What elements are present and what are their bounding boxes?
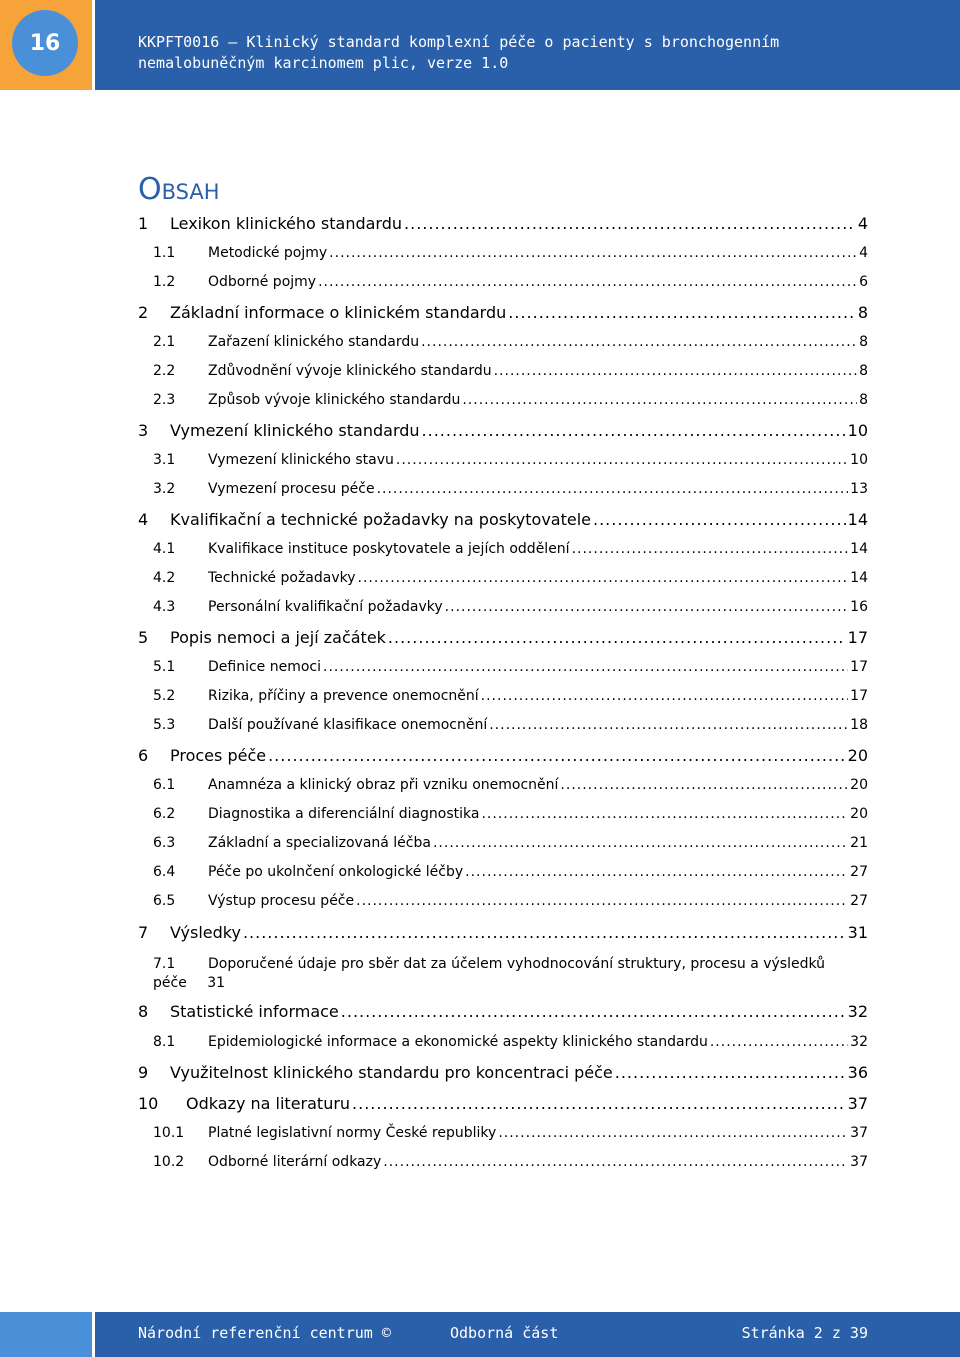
toc-entry-page: 8 xyxy=(859,363,868,379)
toc-entry-page: 14 xyxy=(847,510,868,529)
toc-entry-label: Základní informace o klinickém standardu xyxy=(170,303,507,322)
toc-entry-number: 6.1 xyxy=(153,777,176,793)
toc-entry-label: Vymezení klinického stavu xyxy=(208,452,394,468)
toc-entry[interactable] xyxy=(138,864,868,886)
toc-entry-number: 10.2 xyxy=(153,1154,185,1170)
toc-entry[interactable] xyxy=(138,777,868,799)
toc-entry-number: 9 xyxy=(138,1063,149,1082)
toc-entry-number: 10 xyxy=(138,1094,159,1113)
toc-entry[interactable] xyxy=(138,923,868,947)
toc-entry-label: Základní a specializovaná léčba xyxy=(208,835,431,851)
toc-leader-dots xyxy=(358,570,849,586)
toc-entry-number: 5 xyxy=(138,628,149,647)
toc-leader-dots xyxy=(243,923,846,942)
toc-entry-number: 4 xyxy=(138,510,149,529)
toc-leader-dots xyxy=(498,1125,848,1141)
toc-entry[interactable] xyxy=(138,806,868,828)
page-header xyxy=(0,0,960,90)
page-footer xyxy=(0,1312,960,1357)
toc-entry-label-continuation: péče xyxy=(153,975,187,991)
toc-leader-dots xyxy=(489,717,848,733)
toc-entry-number: 6.3 xyxy=(153,835,176,851)
toc-entry-number: 5.2 xyxy=(153,688,176,704)
toc-entry-label: Proces péče xyxy=(170,746,267,765)
toc-entry-label: Anamnéza a klinický obraz při vzniku onemocnění xyxy=(208,777,559,793)
toc-entry[interactable] xyxy=(138,274,868,296)
toc-leader-dots xyxy=(445,599,849,615)
document-title-line1: KKPFT0016 – Klinický standard komplexní péče o pacienty s bronchogenním xyxy=(138,33,780,51)
toc-leader-dots xyxy=(462,392,857,408)
toc-entry-label: Zařazení klinického standardu xyxy=(208,334,420,350)
toc-entry-number: 3 xyxy=(138,421,149,440)
toc-entry[interactable] xyxy=(138,510,868,534)
toc-entry-number: 5.3 xyxy=(153,717,176,733)
toc-leader-dots xyxy=(433,835,848,851)
toc-entry-page: 10 xyxy=(850,452,868,468)
toc-leader-dots xyxy=(341,1002,846,1021)
toc-leader-dots xyxy=(615,1063,846,1082)
toc-leader-dots xyxy=(422,421,846,440)
footer-organization: Národní referenční centrum © xyxy=(138,1324,391,1342)
toc-entry-page: 21 xyxy=(850,835,868,851)
toc-entry-page: 20 xyxy=(847,746,868,765)
toc-entry-page: 14 xyxy=(850,570,868,586)
toc-leader-dots xyxy=(404,214,856,233)
toc-entry[interactable] xyxy=(138,628,868,652)
toc-entry-page: 20 xyxy=(850,777,868,793)
toc-entry-label: Technické požadavky xyxy=(208,570,356,586)
toc-entry-page: 4 xyxy=(857,214,868,233)
toc-entry-label: Odkazy na literaturu xyxy=(186,1094,351,1113)
toc-leader-dots xyxy=(377,481,849,497)
footer-bar xyxy=(95,1312,960,1357)
toc-entry-number: 4.3 xyxy=(153,599,176,615)
toc-entry-label: Rizika, příčiny a prevence onemocnění xyxy=(208,688,479,704)
toc-leader-dots xyxy=(352,1094,846,1113)
page-number-badge-background xyxy=(0,0,92,90)
toc-entry-number: 7 xyxy=(138,923,149,942)
toc-entry-page: 36 xyxy=(847,1063,868,1082)
toc-entry-label: Lexikon klinického standardu xyxy=(170,214,403,233)
toc-entry-label: Kvalifikační a technické požadavky na poskytovatele xyxy=(170,510,591,529)
toc-entry-page: 32 xyxy=(847,1002,868,1021)
toc-entry-page: 16 xyxy=(850,599,868,615)
toc-leader-dots xyxy=(318,274,857,290)
toc-entry[interactable] xyxy=(138,392,868,414)
toc-entry[interactable] xyxy=(138,452,868,474)
toc-entry-number: 5.1 xyxy=(153,659,176,675)
toc-entry[interactable] xyxy=(138,717,868,739)
toc-entry[interactable] xyxy=(138,1094,868,1118)
toc-entry-page: 17 xyxy=(850,659,868,675)
toc-entry-label: Definice nemoci xyxy=(208,659,322,675)
toc-title: Obsah xyxy=(138,172,220,207)
toc-entry-page: 4 xyxy=(859,245,868,261)
toc-entry-page: 8 xyxy=(859,334,868,350)
footer-page-indicator: Stránka 2 z 39 xyxy=(741,1324,868,1342)
toc-entry[interactable] xyxy=(138,746,868,770)
toc-entry-page: 17 xyxy=(847,628,868,647)
toc-entry-number: 2.2 xyxy=(153,363,176,379)
toc-entry-number: 6.2 xyxy=(153,806,176,822)
toc-entry-number: 8.1 xyxy=(153,1034,176,1050)
toc-entry-label: Personální kvalifikační požadavky xyxy=(208,599,443,615)
toc-entry-number: 6.4 xyxy=(153,864,176,880)
toc-entry[interactable] xyxy=(138,421,868,445)
toc-entry-label: Způsob vývoje klinického standardu xyxy=(208,392,461,408)
toc-entry-label: Popis nemoci a její začátek xyxy=(170,628,386,647)
toc-entry-page: 31 xyxy=(847,923,868,942)
toc-leader-dots xyxy=(421,334,857,350)
toc-leader-dots xyxy=(710,1034,848,1050)
toc-entry-page: 14 xyxy=(850,541,868,557)
toc-entry-number: 2 xyxy=(138,303,149,322)
toc-leader-dots xyxy=(560,777,848,793)
toc-leader-dots xyxy=(268,746,846,765)
toc-entry-label: Využitelnost klinického standardu pro koncentraci péče xyxy=(170,1063,613,1082)
toc-leader-dots xyxy=(465,864,848,880)
toc-leader-dots xyxy=(396,452,848,468)
toc-entry[interactable] xyxy=(138,688,868,710)
toc-entry[interactable] xyxy=(138,214,868,238)
document-title xyxy=(138,32,938,74)
toc-entry-page: 37 xyxy=(850,1125,868,1141)
toc-entry-page: 37 xyxy=(847,1094,868,1113)
toc-entry[interactable] xyxy=(138,893,868,915)
toc-entry-number: 6 xyxy=(138,746,149,765)
toc-entry-page: 8 xyxy=(857,303,868,322)
toc-entry-label: Odborné pojmy xyxy=(208,274,317,290)
toc-entry-page: 31 xyxy=(207,975,226,991)
toc-entry-label: Odborné literární odkazy xyxy=(208,1154,382,1170)
toc-entry[interactable] xyxy=(138,541,868,563)
toc-entry-page: 6 xyxy=(859,274,868,290)
toc-entry-label: Diagnostika a diferenciální diagnostika xyxy=(208,806,480,822)
header-bar xyxy=(95,0,960,90)
toc-entry[interactable] xyxy=(138,599,868,621)
toc-entry[interactable] xyxy=(138,245,868,267)
toc-entry[interactable] xyxy=(138,835,868,857)
toc-entry[interactable] xyxy=(138,334,868,356)
toc-entry-label: Kvalifikace instituce poskytovatele a jejích oddělení xyxy=(208,541,570,557)
toc-entry-number: 8 xyxy=(138,1002,149,1021)
toc-leader-dots xyxy=(593,510,846,529)
toc-entry-page: 27 xyxy=(850,864,868,880)
footer-section: Odborná část xyxy=(450,1324,559,1342)
toc-leader-dots xyxy=(388,628,846,647)
toc-entry-wrapped[interactable] xyxy=(138,955,868,993)
toc-entry-page: 10 xyxy=(847,421,868,440)
toc-entry-label: Další používané klasifikace onemocnění xyxy=(208,717,488,733)
page-number-badge: 16 xyxy=(12,10,78,76)
toc-entry[interactable] xyxy=(138,1125,868,1147)
toc-entry-number: 1.1 xyxy=(153,245,176,261)
toc-entry[interactable] xyxy=(138,1063,868,1087)
toc-leader-dots xyxy=(356,893,848,909)
toc-entry[interactable] xyxy=(138,303,868,327)
toc-leader-dots xyxy=(329,245,857,261)
toc-entry-page: 17 xyxy=(850,688,868,704)
toc-leader-dots xyxy=(481,806,848,822)
toc-entry[interactable] xyxy=(138,1034,868,1056)
toc-entry[interactable] xyxy=(138,1154,868,1176)
toc-entry-page: 37 xyxy=(850,1154,868,1170)
toc-leader-dots xyxy=(494,363,857,379)
toc-entry-label: Platné legislativní normy České republiky xyxy=(208,1125,497,1141)
toc-leader-dots xyxy=(481,688,849,704)
toc-entry-number: 10.1 xyxy=(153,1125,185,1141)
toc-entry-number: 2.1 xyxy=(153,334,176,350)
toc-entry-label: Zdůvodnění vývoje klinického standardu xyxy=(208,363,492,379)
toc-entry-label: Výstup procesu péče xyxy=(208,893,355,909)
toc-entry[interactable] xyxy=(138,659,868,681)
document-title-line2: nemalobuněčným karcinomem plic, verze 1.0 xyxy=(138,54,509,72)
toc-entry-number: 4.2 xyxy=(153,570,176,586)
toc-entry-page: 13 xyxy=(850,481,868,497)
toc-entry-page: 27 xyxy=(850,893,868,909)
toc-leader-dots xyxy=(508,303,856,322)
toc-entry-page: 20 xyxy=(850,806,868,822)
toc-entry-label: Vymezení klinického standardu xyxy=(170,421,420,440)
toc-entry-label: Metodické pojmy xyxy=(208,245,328,261)
toc-entry-label: Péče po ukolnčení onkologické léčby xyxy=(208,864,464,880)
toc-leader-dots xyxy=(323,659,848,675)
toc-entry-number: 4.1 xyxy=(153,541,176,557)
toc-entry[interactable] xyxy=(138,570,868,592)
toc-entry-page: 18 xyxy=(850,717,868,733)
toc-leader-dots xyxy=(572,541,849,557)
toc-entry-page: 8 xyxy=(859,392,868,408)
toc-entry-label: Epidemiologické informace a ekonomické aspekty klinického standardu xyxy=(208,1034,708,1050)
footer-accent-block xyxy=(0,1312,92,1357)
toc-entry-number: 7.1 xyxy=(153,956,176,972)
toc-entry-page: 32 xyxy=(850,1034,868,1050)
toc-entry-number: 6.5 xyxy=(153,893,176,909)
toc-entry-label: Výsledky xyxy=(170,923,241,942)
toc-entry-number: 3.2 xyxy=(153,481,176,497)
toc-entry-label: Doporučené údaje pro sběr dat za účelem vyhodnocování struktury, procesu a výsledků xyxy=(208,956,826,972)
toc-entry-number: 2.3 xyxy=(153,392,176,408)
toc-entry-number: 3.1 xyxy=(153,452,176,468)
toc-entry-number: 1 xyxy=(138,214,149,233)
toc-entry[interactable] xyxy=(138,481,868,503)
toc-leader-dots xyxy=(383,1154,848,1170)
toc-entry-number: 1.2 xyxy=(153,274,176,290)
toc-entry-label: Statistické informace xyxy=(170,1002,339,1021)
toc-entry[interactable] xyxy=(138,363,868,385)
toc-entry-label: Vymezení procesu péče xyxy=(208,481,375,497)
toc-entry[interactable] xyxy=(138,1002,868,1026)
